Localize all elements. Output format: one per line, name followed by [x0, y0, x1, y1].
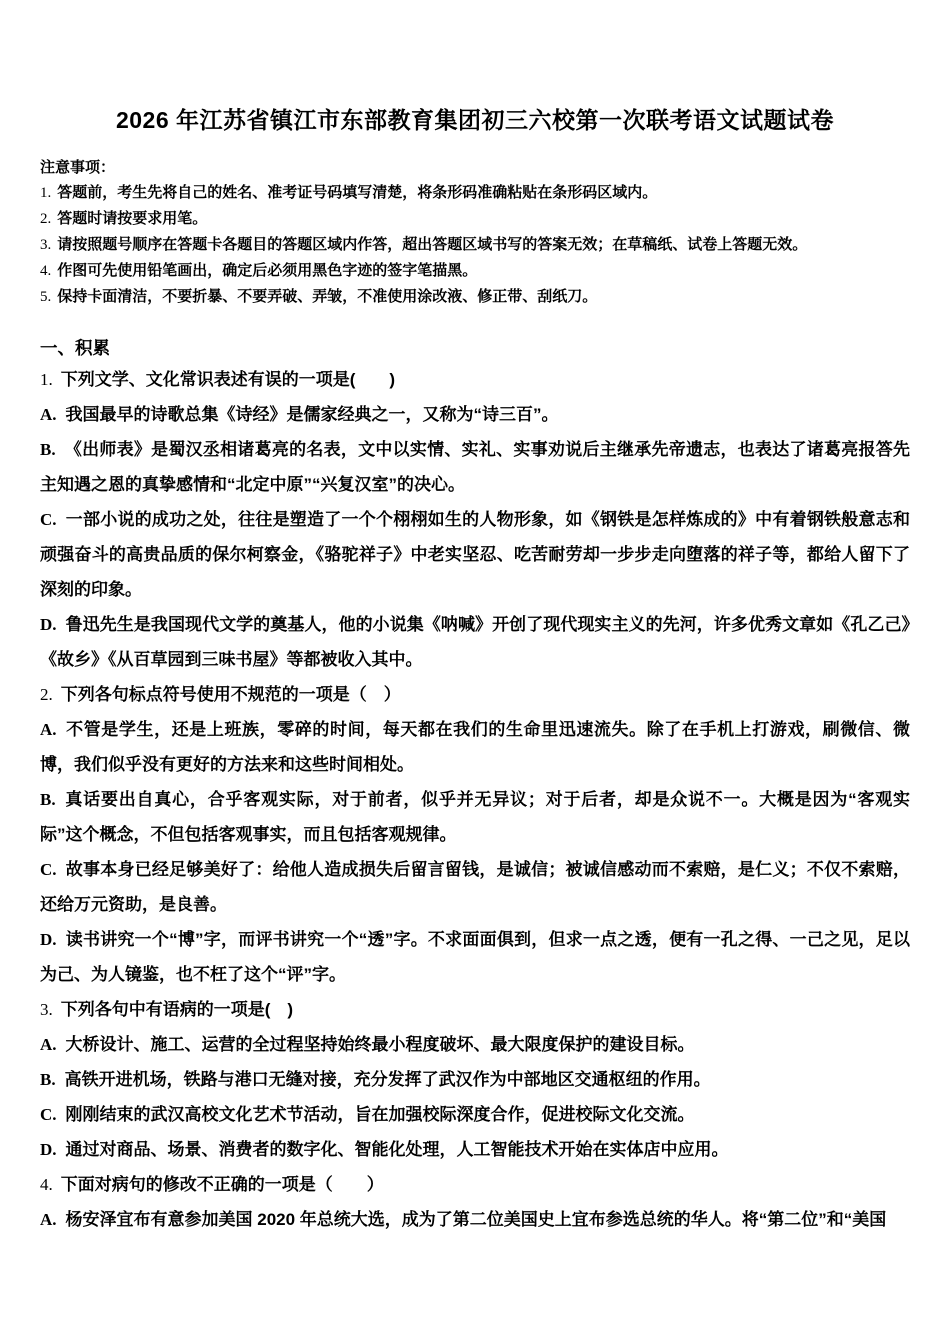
- notice-item: [40, 206, 910, 232]
- option-label: A.: [40, 720, 57, 739]
- option-label: C.: [40, 860, 57, 879]
- option-label: A.: [40, 1210, 57, 1229]
- option-label: A.: [40, 405, 57, 424]
- option: [40, 852, 910, 922]
- option-label: C.: [40, 510, 57, 529]
- notice-section: [40, 155, 910, 310]
- option: [40, 1132, 910, 1167]
- question-stem-text: 下列各句中有语病的一项是( ): [60, 1000, 294, 1019]
- notice-item-text: 答题时请按要求用笔。: [57, 210, 208, 227]
- option-text: 一部小说的成功之处，往往是塑造了一个个栩栩如生的人物形象，如《钢铁是怎样炼成的》中有着钢铁般意志和顽强奋斗的高贵品质的保尔柯察金，《骆驼祥子》中老实坚忍、吃苦耐劳却一步步走向堕落的祥子等，都给人留下了深刻的印象。: [40, 510, 910, 599]
- notice-item: [40, 284, 910, 310]
- option: [40, 782, 910, 852]
- option-text: 故事本身已经足够美好了：给他人造成损失后留言留钱，是诚信；被诚信感动而不索赔，是仁义；不仅不索赔，还给万元资助，是良善。: [40, 860, 910, 914]
- option-text: 我国最早的诗歌总集《诗经》是儒家经典之一，又称为“诗三百”。: [65, 405, 559, 424]
- option: [40, 1097, 910, 1132]
- option-text: 通过对商品、场景、消费者的数字化、智能化处理，人工智能技术开始在实体店中应用。: [65, 1140, 729, 1159]
- option-text: 大桥设计、施工、运营的全过程坚持始终最小程度破坏、最大限度保护的建设目标。: [65, 1035, 695, 1054]
- option: [40, 1027, 910, 1062]
- option: [40, 922, 910, 992]
- question-stem: [40, 677, 910, 712]
- option-text: 鲁迅先生是我国现代文学的奠基人，他的小说集《呐喊》开创了现代现实主义的先河，许多优秀文章如《孔乙己》《故乡》《从百草园到三味书屋》等都被收入其中。: [40, 615, 910, 669]
- notice-item-text: 作图可先使用铅笔画出，确定后必须用黑色字迹的签字笔描黑。: [57, 262, 478, 279]
- notice-item-number: 5.: [40, 289, 52, 305]
- question-number: 4.: [40, 1175, 53, 1194]
- option-label: B.: [40, 1070, 56, 1089]
- question-stem: [40, 362, 910, 397]
- option: [40, 1202, 910, 1237]
- question-stem: [40, 1167, 910, 1202]
- option-text: 杨安泽宜布有意参加美国 2020 年总统大选，成为了第二位美国史上宜布参选总统的华人。将“第二位”和“美国: [65, 1210, 887, 1229]
- option-label: B.: [40, 790, 56, 809]
- notice-item-text: 答题前，考生先将自己的姓名、准考证号码填写清楚，将条形码准确粘贴在条形码区域内。: [57, 184, 658, 201]
- option-text: 不管是学生，还是上班族，零碎的时间，每天都在我们的生命里迅速流失。除了在手机上打游戏，刷微信、微博，我们似乎没有更好的方法来和这些时间相处。: [40, 720, 910, 774]
- question-number: 1.: [40, 370, 53, 389]
- option-label: A.: [40, 1035, 57, 1054]
- option-text: 真话要出自真心，合乎客观实际，对于前者，似乎并无异议；对于后者，却是众说不一。大概是因为“客观实际”这个概念，不但包括客观事实，而且包括客观规律。: [40, 790, 910, 844]
- questions-area: [40, 362, 910, 1237]
- notice-item: [40, 180, 910, 206]
- option-label: D.: [40, 1140, 57, 1159]
- option-label: D.: [40, 930, 57, 949]
- notice-item-number: 2.: [40, 211, 52, 227]
- notice-item: [40, 258, 910, 284]
- option: [40, 502, 910, 607]
- question-stem: [40, 992, 910, 1027]
- option: [40, 432, 910, 502]
- option: [40, 397, 910, 432]
- question-number: 2.: [40, 685, 53, 704]
- option: [40, 712, 910, 782]
- option-text: 《出师表》是蜀汉丞相诸葛亮的名表，文中以实情、实礼、实事劝说后主继承先帝遗志，也表达了诸葛亮报答先主知遇之恩的真挚感情和“北定中原”“兴复汉室”的决心。: [40, 440, 910, 494]
- section-heading: 一、积累: [40, 338, 110, 358]
- option-text: 刚刚结束的武汉高校文化艺术节活动，旨在加强校际深度合作，促进校际文化交流。: [65, 1105, 695, 1124]
- notice-heading: 注意事项：: [40, 159, 116, 176]
- option-label: B.: [40, 440, 56, 459]
- notice-item-text: 请按照题号顺序在答题卡各题目的答题区域内作答，超出答题区域书写的答案无效；在草稿纸、试卷上答题无效。: [57, 236, 808, 253]
- option-label: C.: [40, 1105, 57, 1124]
- option-text: 高铁开进机场，铁路与港口无缝对接，充分发挥了武汉作为中部地区交通枢纽的作用。: [64, 1070, 711, 1089]
- notice-item: [40, 232, 910, 258]
- question-stem-text: 下面对病句的修改不正确的一项是（ ）: [60, 1175, 384, 1194]
- option: [40, 1062, 910, 1097]
- option-text: 读书讲究一个“博”字，而评书讲究一个“透”字。不求面面俱到，但求一点之透，便有一孔之得、一己之见，足以为己、为人镜鉴，也不枉了这个“评”字。: [40, 930, 910, 984]
- question-stem-text: 下列各句标点符号使用不规范的一项是（ ）: [60, 685, 401, 704]
- option-label: D.: [40, 615, 57, 634]
- page-title: 2026 年江苏省镇江市东部教育集团初三六校第一次联考语文试题试卷: [115, 107, 835, 133]
- notice-item-number: 1.: [40, 185, 52, 201]
- question-stem-text: 下列文学、文化常识表述有误的一项是( ): [60, 370, 396, 389]
- question-number: 3.: [40, 1000, 53, 1019]
- notice-item-number: 3.: [40, 237, 52, 253]
- option: [40, 607, 910, 677]
- notice-item-text: 保持卡面清洁，不要折暴、不要弄破、弄皱，不准使用涂改液、修正带、刮纸刀。: [57, 288, 598, 305]
- notice-item-number: 4.: [40, 263, 52, 279]
